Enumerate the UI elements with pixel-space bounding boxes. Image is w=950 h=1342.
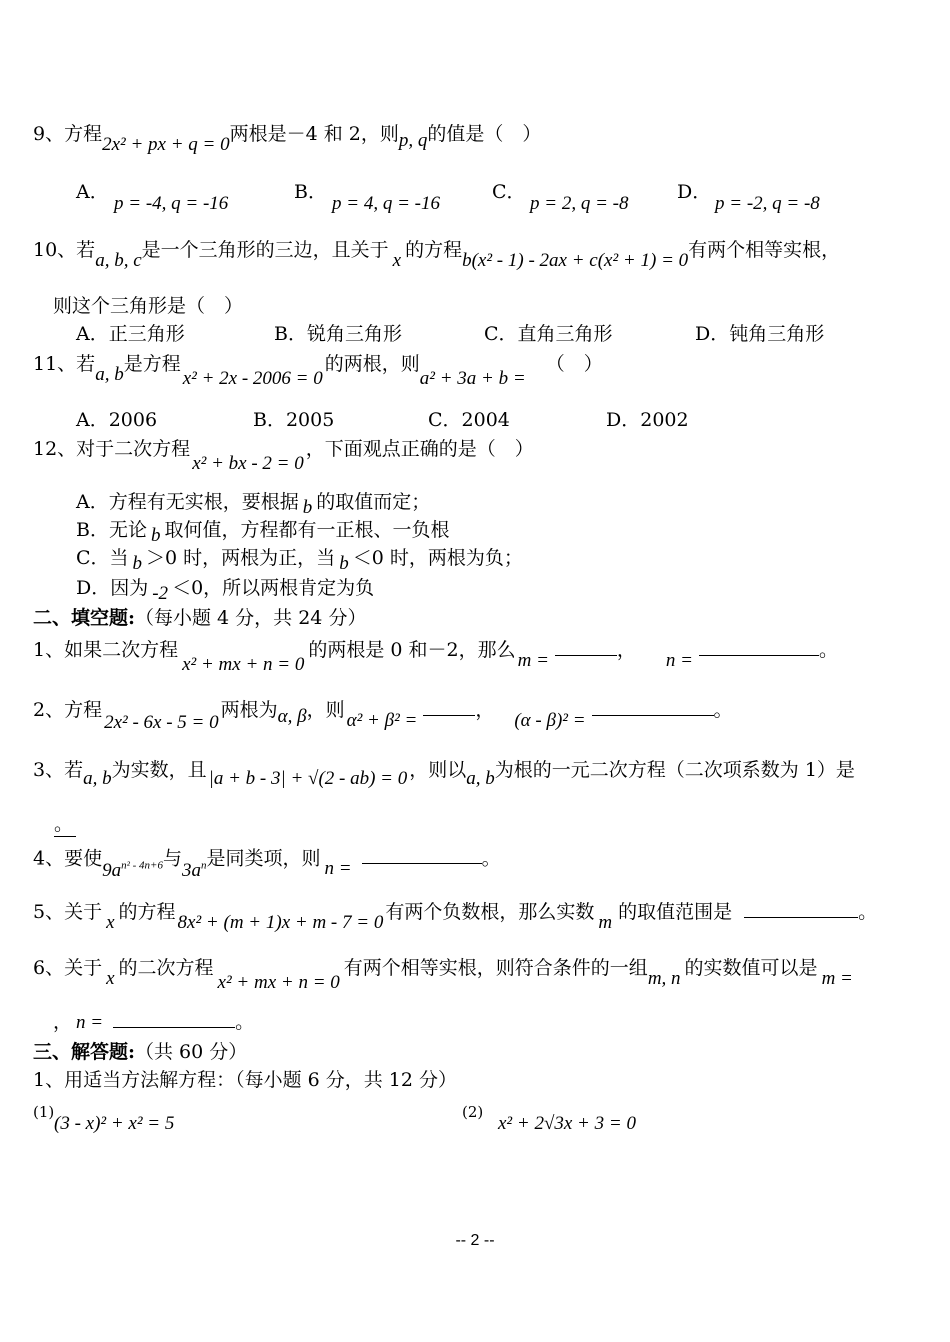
q10-line2: 则这个三角形是（ ）: [53, 295, 244, 317]
q9-option-b-expr: p = 4, q = -16: [332, 193, 440, 214]
answer-blank: [423, 701, 475, 716]
fill-question-6: 6、关于 x 的二次方程x² + mx + n = 0有两个相等实根，则符合条件的一组m, n 的实数值可以是 m =: [33, 957, 853, 993]
equation: b(x² - 1) - 2ax + c(x² + 1) = 0: [462, 250, 689, 271]
equation: 2x² + px + q = 0: [102, 134, 230, 155]
section-fill-in-title: 二、填空题:（每小题 4 分，共 24 分）: [33, 607, 367, 629]
q9-option-b: B．: [294, 181, 327, 203]
q9-option-d: D．: [677, 181, 712, 203]
q10-option-d: D．钝角三角形: [695, 323, 825, 345]
answer-blank: [699, 641, 819, 656]
question-12: 12、对于二次方程x² + bx - 2 = 0，下面观点正确的是（ ）: [33, 438, 534, 474]
q12-option-b: B．无论 b 取何值，方程都有一正根、一负根: [76, 519, 450, 546]
q11-option-b: B．2005: [253, 409, 335, 431]
q10-option-a: A．正三角形: [76, 323, 185, 345]
answer-blank: [113, 1013, 235, 1028]
q9-option-a-expr: p = -4, q = -16: [114, 193, 229, 214]
part-1-equation: (3 - x)² + x² = 5: [54, 1113, 175, 1134]
q12-option-d: D．因为 -2 ＜0，所以两根肯定为负: [76, 577, 375, 604]
q10-option-b: B．锐角三角形: [274, 323, 402, 345]
equation: x² + mx + n = 0: [182, 654, 305, 675]
question-9: 9、方程2x² + px + q = 0两根是－4 和 2，则p, q的值是（ ）: [33, 123, 542, 155]
q9-option-d-expr: p = -2, q = -8: [715, 193, 820, 214]
fill-question-3: 3、若a, b为实数，且 |a + b - 3| + √(2 - ab) = 0 ，则以a, b为根的一元二次方程（二次项系数为 1）是: [33, 759, 855, 789]
answer-blank: [592, 701, 714, 716]
equation: 2x² - 6x - 5 = 0: [104, 712, 219, 733]
q10-option-c: C．直角三角形: [484, 323, 613, 345]
solve-question-1-title: 1、用适当方法解方程：（每小题 6 分，共 12 分）: [33, 1069, 458, 1091]
equation: x² + bx - 2 = 0: [192, 453, 304, 474]
q9-option-a: A．: [76, 181, 109, 203]
q11-option-c: C．2004: [428, 409, 510, 431]
q12-option-a: A．方程有无实根，要根据 b 的取值而定；: [76, 491, 431, 518]
fill-question-2: 2、方程2x² - 6x - 5 = 0两根为α, β，则 α² + β² = ， (α - β)² = 。: [33, 699, 733, 733]
q9-option-c: C．: [492, 181, 526, 203]
page-number: -- 2 --: [455, 1232, 495, 1249]
fill-question-6-line2: ， n = 。: [53, 1011, 255, 1033]
fill-question-4: 4、要使$9a^{n^2 - 4n+6}$与$3a^n$是同类项，则 n = 。: [33, 847, 501, 882]
question-10: 10、若a, b, c是一个三角形的三边，且关于 x 的方程b(x² - 1) - 2ax + c(x² + 1) = 0有两个相等实根，: [33, 239, 841, 271]
answer-blank: [362, 849, 482, 864]
equation: x² + 2x - 2006 = 0: [182, 368, 323, 389]
equation: 8x² + (m + 1)x + m - 7 = 0: [177, 912, 384, 933]
q12-option-c: C．当 b ＞0 时，两根为正，当 b ＜0 时，两根为负；: [76, 547, 523, 574]
part-2-equation: x² + 2√3x + 3 = 0: [498, 1113, 636, 1134]
question-11: 11、若a, b是方程x² + 2x - 2006 = 0的两根，则a² + 3a + b =（ ）: [33, 353, 603, 389]
part-2-label: (2): [462, 1103, 484, 1121]
q11-option-a: A．2006: [76, 409, 158, 431]
q11-option-d: D．2002: [606, 409, 689, 431]
fill-question-3-end: 。: [54, 812, 76, 837]
answer-blank: [744, 903, 858, 918]
answer-blank: [555, 641, 617, 656]
fill-question-1: 1、如果二次方程x² + mx + n = 0的两根是 0 和－2，那么 m = ， n = 。: [33, 639, 839, 675]
part-1-label: (1): [33, 1103, 55, 1121]
q9-option-c-expr: p = 2, q = -8: [530, 193, 629, 214]
equation: |a + b - 3| + √(2 - ab) = 0: [208, 768, 408, 789]
fill-question-5: 5、关于 x 的方程 8x² + (m + 1)x + m - 7 = 0 有两个负数根，那么实数 m 的取值范围是 。: [33, 901, 878, 933]
section-solve-title: 三、解答题:（共 60 分）: [33, 1041, 248, 1063]
equation: x² + mx + n = 0: [217, 972, 340, 993]
